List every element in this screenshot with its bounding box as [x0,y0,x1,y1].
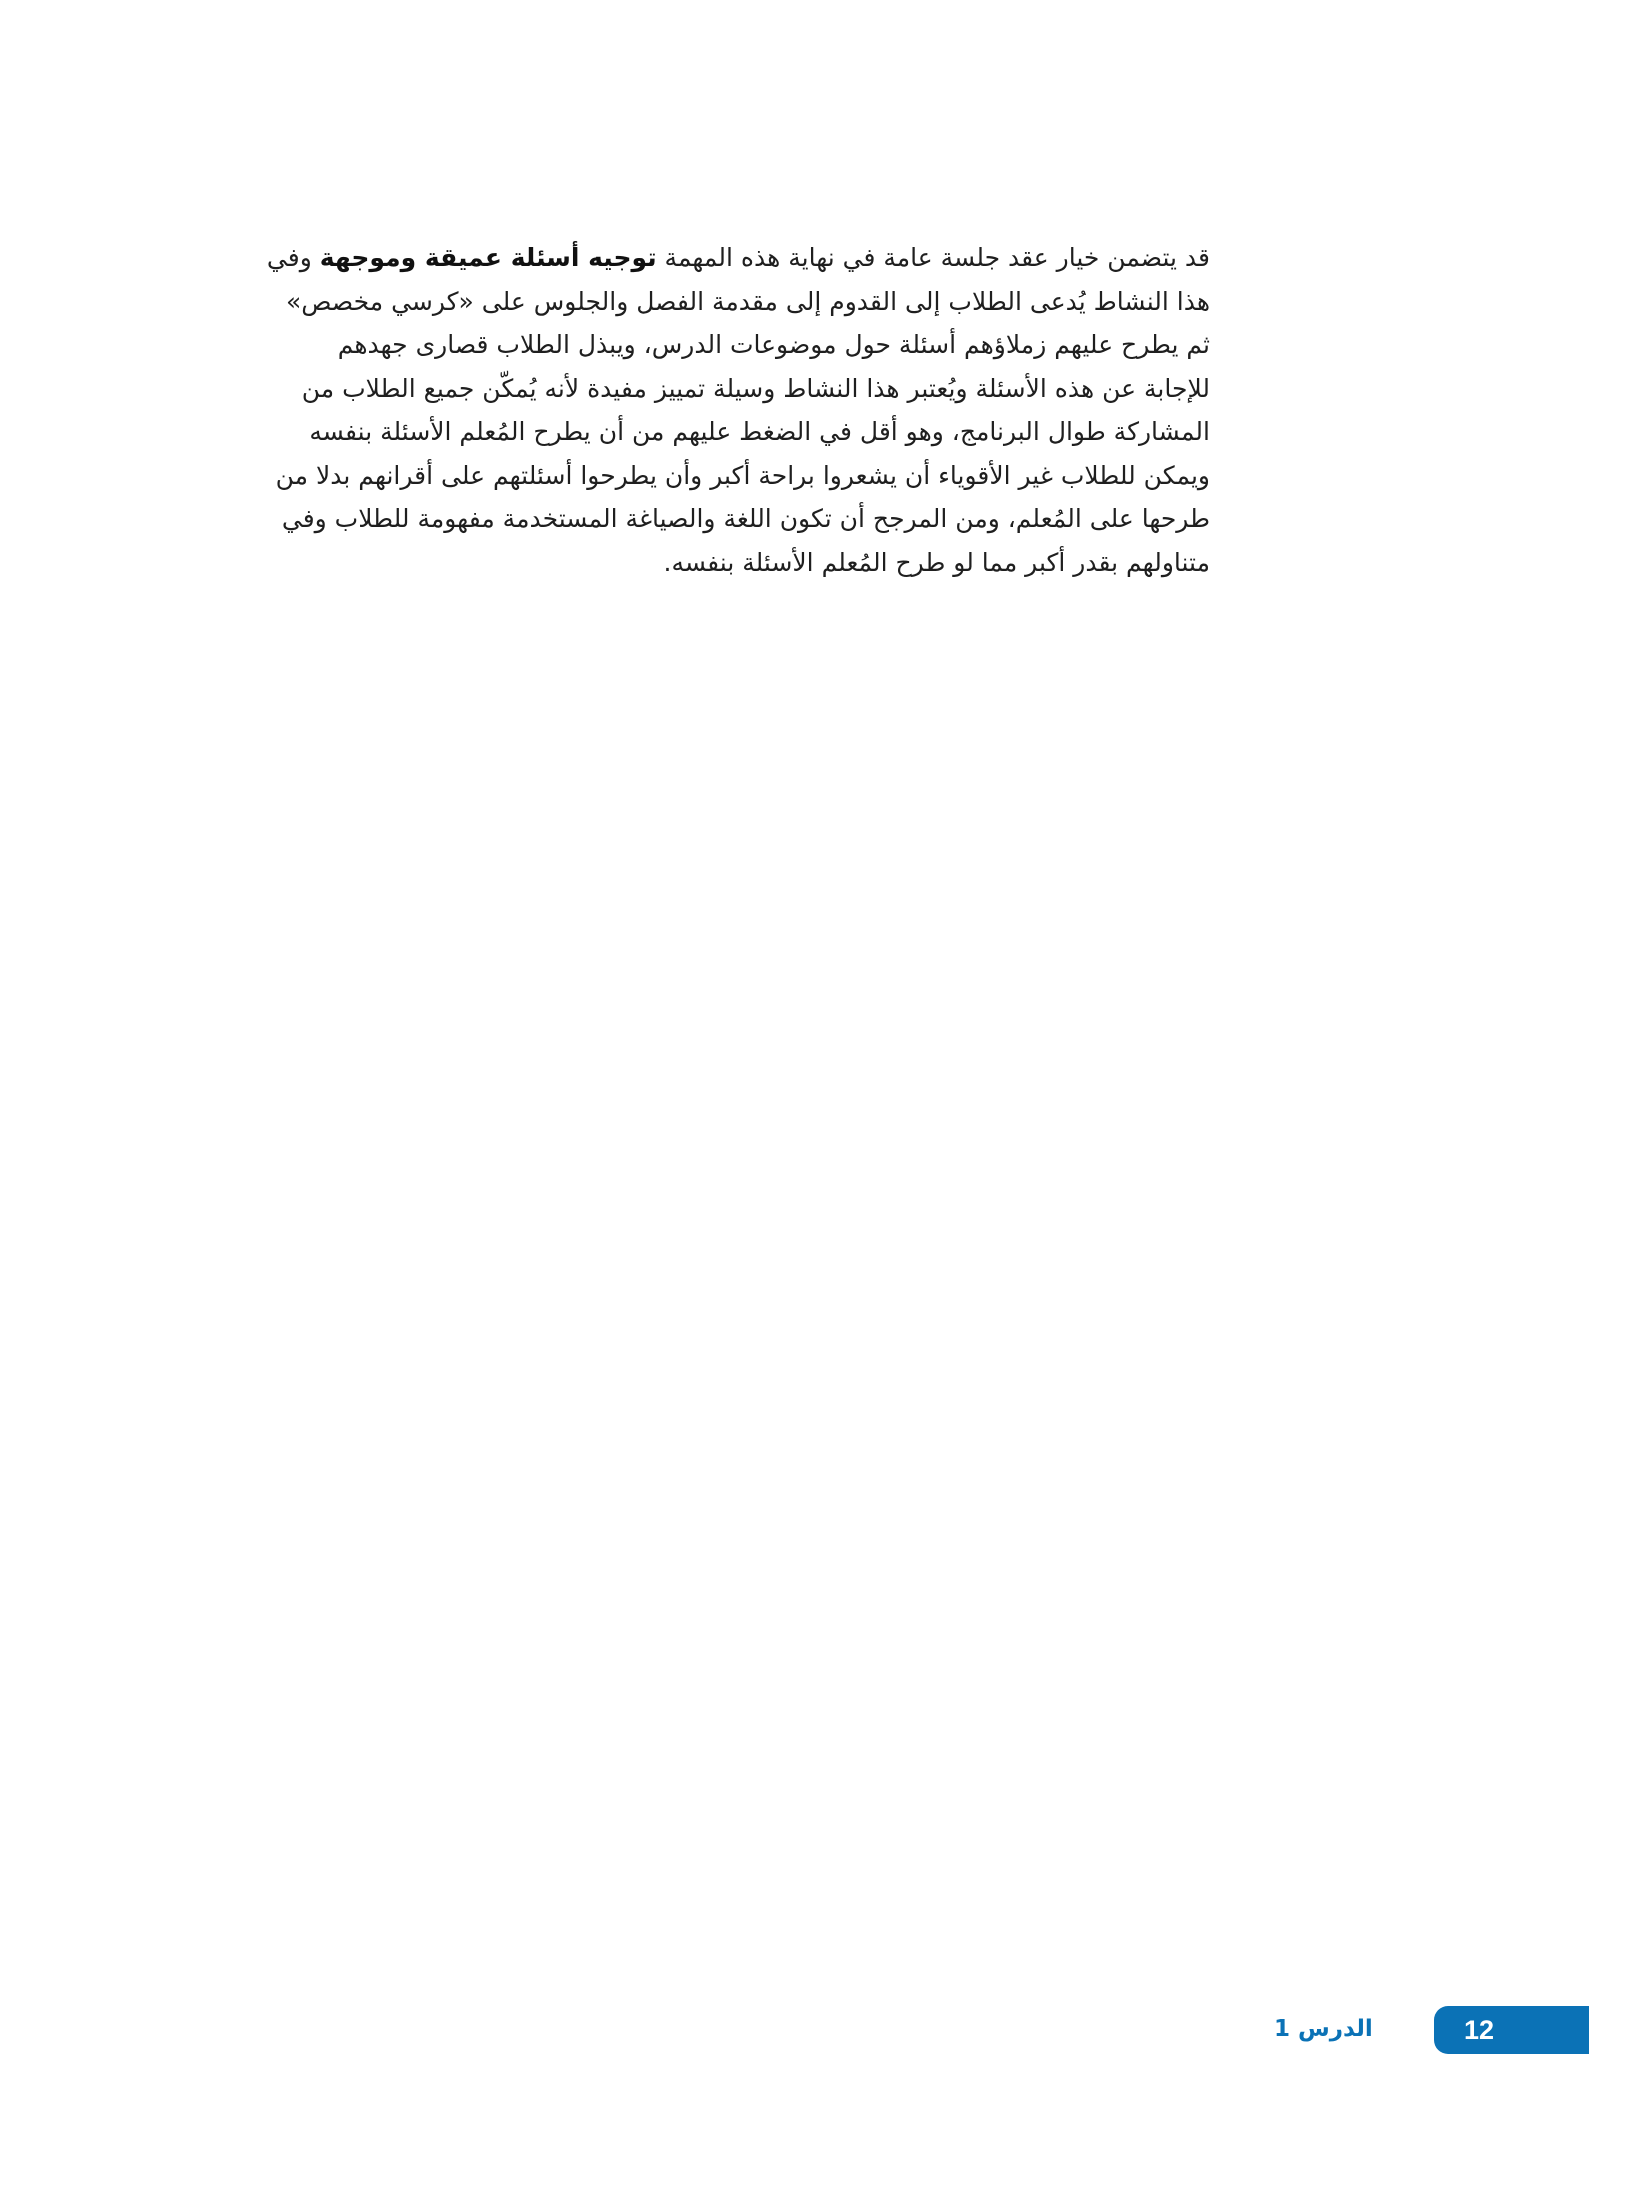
paragraph-line: للإجابة عن هذه الأسئلة ويُعتبر هذا النشاط وسيلة تمييز مفيدة لأنه يُمكّن جميع الطلاب من [301,373,1210,403]
lesson-label: الدرس 1 [1274,2016,1373,2042]
page-number-badge [1434,2006,1589,2054]
line-text: قد يتضمن خيار عقد جلسة عامة في نهاية هذه المهمة [656,243,1210,272]
paragraph-line: طرحها على المُعلم، ومن المرجح أن تكون اللغة والصياغة المستخدمة مفهومة للطلاب وفي [281,504,1210,533]
paragraph-line: ثم يطرح عليهم زملاؤهم أسئلة حول موضوعات الدرس، ويبذل الطلاب قصارى جهدهم [337,330,1210,359]
body-paragraph [250,236,1210,584]
page-number: 12 [1464,2015,1495,2045]
paragraph-line [250,236,1210,280]
paragraph-line: هذا النشاط يُدعى الطلاب إلى القدوم إلى مقدمة الفصل والجلوس على «كرسي مخصص» [286,286,1210,316]
paragraph-line: ويمكن للطلاب غير الأقوياء أن يشعروا براحة أكبر وأن يطرحوا أسئلتهم على أقرانهم بدلا من [275,460,1210,490]
paragraph-line: متناولهم بقدر أكبر مما لو طرح المُعلم الأسئلة بنفسه. [663,547,1210,577]
bold-phrase: توجيه أسئلة عميقة وموجهة [319,243,657,272]
line-text: وفي [266,243,320,272]
paragraph-line: المشاركة طوال البرنامج، وهو أقل في الضغط عليهم من أن يطرح المُعلم الأسئلة بنفسه [309,417,1210,446]
